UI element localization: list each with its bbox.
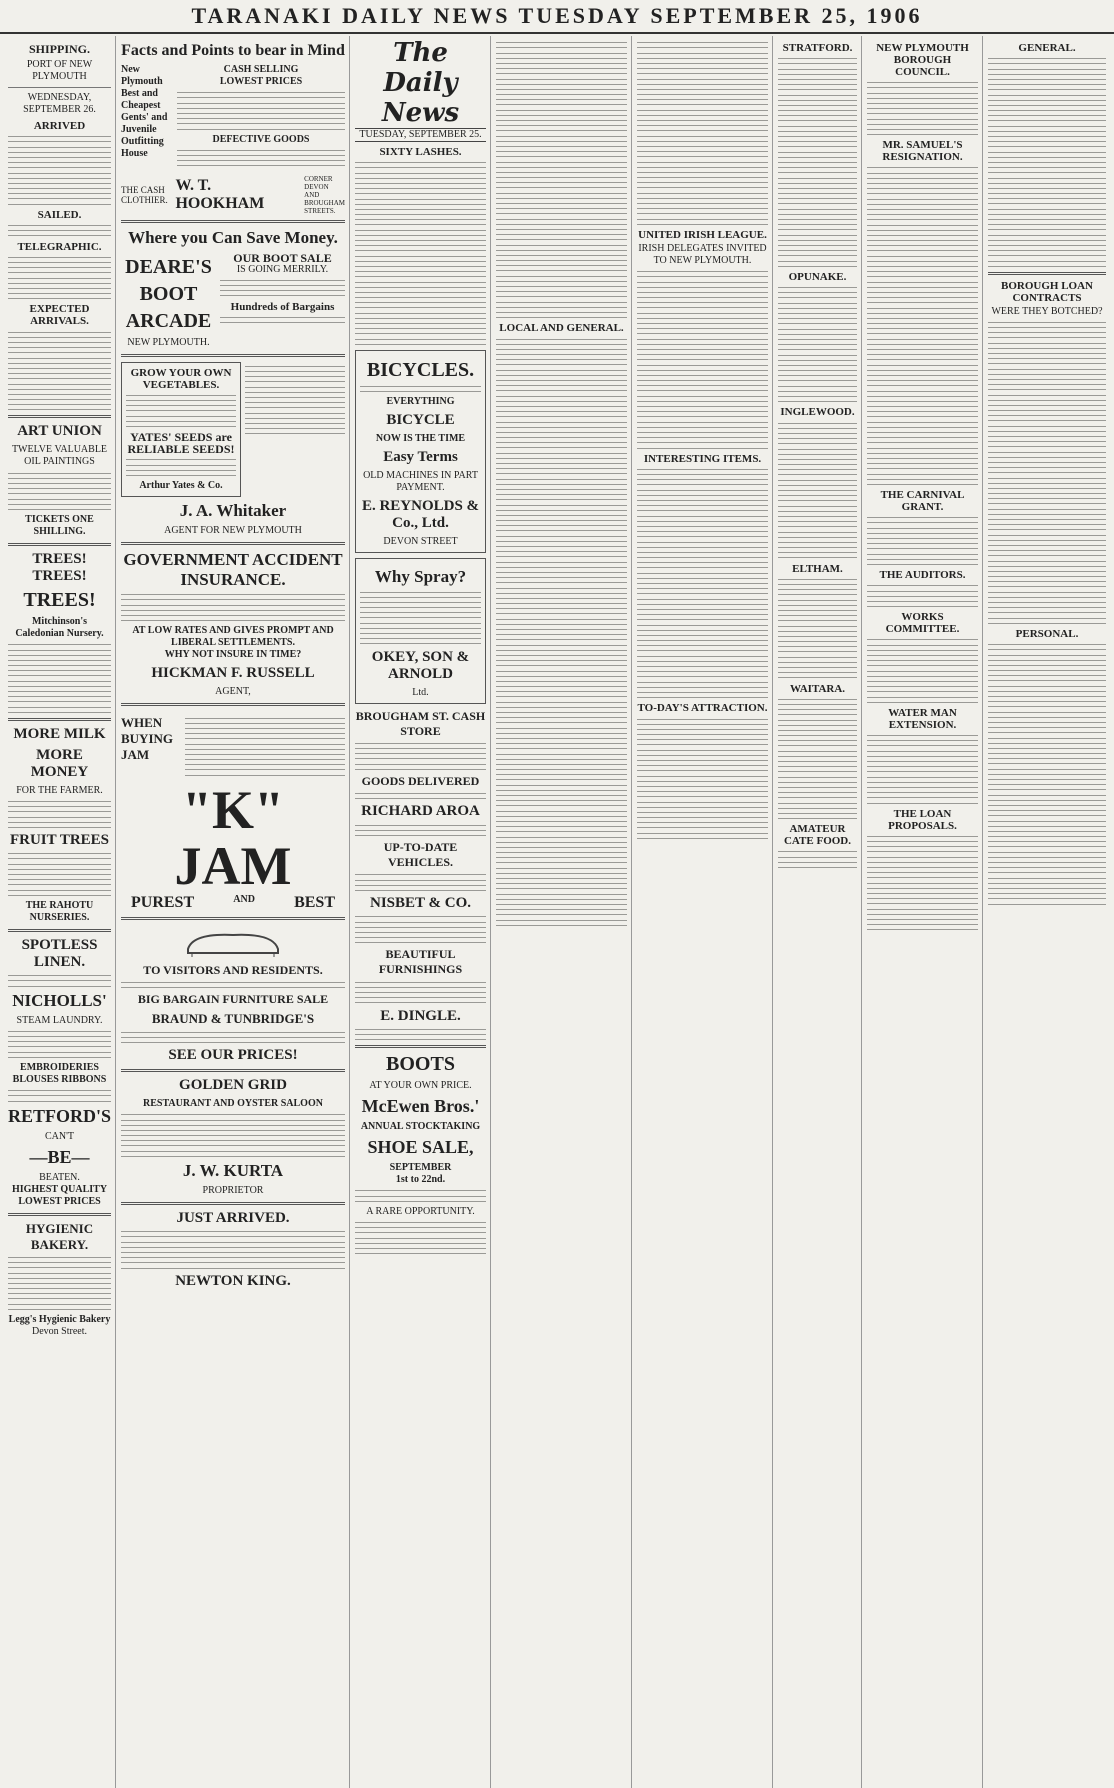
- waitara-text: [778, 699, 857, 819]
- nursery-name: Mitchinson's Caledonian Nursery.: [15, 616, 104, 640]
- local-general-heading: LOCAL AND GENERAL.: [499, 322, 624, 335]
- arrived-ad-text: [121, 1231, 345, 1268]
- trees-big: TREES!: [23, 589, 96, 612]
- best: BEST: [294, 893, 335, 911]
- amateur-cate-food: AMATEUR CATE FOOD.: [783, 823, 852, 848]
- okey-ltd: Ltd.: [412, 686, 429, 698]
- braund-tunbridge: BRAUND & TUNBRIDGE'S: [151, 1011, 315, 1027]
- golden-grid: GOLDEN GRID: [179, 1077, 287, 1094]
- reynolds-name: E. REYNOLDS & Co., Ltd.: [361, 498, 480, 532]
- kurta-name: J. W. KURTA: [182, 1161, 284, 1180]
- opunake: OPUNAKE.: [788, 270, 847, 283]
- arrived-heading: ARRIVED: [33, 120, 86, 132]
- daily-news-title: The Daily News: [381, 38, 460, 128]
- art-union-heading: ART UNION: [17, 423, 102, 440]
- yates-whitaker-row: [121, 362, 345, 497]
- rahotu-nurseries: THE RAHOTU NURSERIES.: [25, 899, 94, 923]
- divider: [8, 415, 111, 418]
- contracts-text: [988, 322, 1106, 624]
- general-heading: GENERAL.: [1018, 42, 1076, 54]
- waterman-text: [867, 735, 978, 803]
- boot-sale-text: [220, 280, 345, 297]
- expected-text: [8, 332, 111, 411]
- up-to-date: UP-TO-DATE VEHICLES.: [383, 840, 458, 870]
- works-committee: WORKS COMMITTEE.: [885, 611, 960, 636]
- waterman-extension: WATER MAN EXTENSION.: [888, 706, 957, 731]
- where-save: Where you Can Save Money.: [128, 227, 338, 247]
- newton-king: NEWTON KING.: [175, 1272, 291, 1289]
- whitaker-name: J. A. Whitaker: [179, 501, 287, 521]
- more-milk: MORE MILK: [13, 725, 106, 742]
- art-union-sub: TWELVE VALUABLE OIL PAINTINGS: [11, 444, 108, 468]
- whitaker-text: [245, 366, 345, 434]
- bakery-text: [8, 1257, 111, 1310]
- auditors-text: [867, 585, 978, 607]
- botched-sub: WERE THEY BOTCHED?: [991, 305, 1103, 317]
- hookham-text: [177, 92, 345, 129]
- column-6: [774, 36, 862, 1788]
- tickets-line: TICKETS ONE SHILLING.: [25, 514, 94, 538]
- trees-heading: TREES! TREES!: [32, 551, 87, 585]
- borough-loan-contracts: BOROUGH LOAN CONTRACTS: [1001, 279, 1093, 304]
- issue-date: TUESDAY, SEPTEMBER 25.: [355, 128, 486, 142]
- port-heading: PORT OF NEW PLYMOUTH: [26, 59, 93, 82]
- opunake-text: [778, 287, 857, 402]
- low-rates: AT LOW RATES AND GIVES PROMPT AND LIBERAL SETTLEMENTS.: [132, 625, 334, 649]
- general-text: [988, 58, 1106, 267]
- samuels-resignation: MR. SAMUEL'S RESIGNATION.: [882, 139, 963, 164]
- spray-ad: [355, 558, 486, 703]
- telegraphic-heading: TELEGRAPHIC.: [17, 240, 102, 253]
- mcewen-text: [355, 1190, 486, 1201]
- vehicles-text: [355, 874, 486, 891]
- see-prices: SEE OUR PRICES!: [168, 1047, 298, 1064]
- carnival-text: [867, 517, 978, 565]
- divider: [8, 929, 111, 932]
- nursery-text: [8, 644, 111, 712]
- purest: PUREST: [131, 893, 195, 911]
- personal-heading: PERSONAL.: [1015, 627, 1079, 640]
- mcewen-name: McEwen Bros.': [361, 1096, 480, 1117]
- devon-street: Devon Street.: [32, 1326, 87, 1337]
- to-visitors: TO VISITORS AND RESIDENTS.: [143, 962, 323, 977]
- brougham-store: BROUGHAM ST. CASH STORE: [355, 708, 486, 738]
- waitara: WAITARA.: [789, 682, 846, 695]
- hookham-name: W. T. HOOKHAM: [175, 176, 265, 212]
- column-1: [4, 36, 116, 1788]
- old-machines: OLD MACHINES IN PART PAYMENT.: [363, 470, 478, 494]
- bicycles-heading: BICYCLES.: [366, 358, 475, 381]
- column-4: [492, 36, 632, 1788]
- reynolds-street: DEVON STREET: [383, 536, 458, 548]
- nicholls-name: NICHOLLS': [12, 990, 107, 1010]
- inglewood: INGLEWOOD.: [780, 406, 855, 419]
- furnishings-text: [355, 982, 486, 1004]
- yates-text-2: [126, 459, 236, 476]
- goods-delivered: GOODS DELIVERED: [361, 773, 480, 788]
- stratford-text: [778, 58, 857, 267]
- nisbet-text: [355, 916, 486, 943]
- aroa-text: [355, 825, 486, 836]
- dingle-name: E. DINGLE.: [380, 1007, 461, 1024]
- retfords-name: RETFORD'S: [8, 1105, 112, 1126]
- editorial-text: [355, 162, 486, 345]
- carnival-grant: THE CARNIVAL GRANT.: [880, 489, 965, 514]
- insurance-text: [121, 594, 345, 621]
- news-text-1: [637, 42, 768, 225]
- dingle-text: [355, 1029, 486, 1040]
- arthur-yates: Arthur Yates & Co.: [139, 480, 223, 492]
- np-borough-council: NEW PLYMOUTH BOROUGH COUNCIL.: [876, 42, 969, 78]
- whitaker-agent: AGENT FOR NEW PLYMOUTH: [164, 525, 302, 537]
- yates-ad: [121, 362, 241, 497]
- rare-opportunity: A RARE OPPORTUNITY.: [366, 1205, 475, 1217]
- big-bargain: BIG BARGAIN FURNITURE SALE: [137, 992, 329, 1007]
- annual-stocktaking: ANNUAL STOCKTAKING: [360, 1121, 481, 1133]
- divider: [8, 543, 111, 546]
- when-buying-jam: WHEN BUYING JAM: [121, 715, 174, 763]
- divider: [121, 542, 345, 545]
- sale-month: SEPTEMBER: [389, 1162, 452, 1174]
- for-farmer: FOR THE FARMER.: [16, 784, 103, 796]
- divider: [8, 87, 111, 88]
- sofa-icon: [178, 927, 288, 957]
- date-line: WEDNESDAY, SEPTEMBER 26.: [23, 92, 96, 115]
- eltham-text: [778, 579, 857, 679]
- council-text: [867, 82, 978, 135]
- why-spray: Why Spray?: [374, 567, 467, 587]
- sailed-text: [8, 225, 111, 236]
- divider: [8, 1213, 111, 1216]
- jam-slogan: [121, 894, 345, 912]
- bicycle-word: BICYCLE: [386, 412, 455, 429]
- grow-own: GROW YOUR OWN VEGETABLES.: [130, 366, 232, 391]
- braund-text: [121, 1032, 345, 1043]
- just-arrived: JUST ARRIVED.: [176, 1210, 290, 1226]
- personal-text: [988, 644, 1106, 904]
- beaten-line: BEATEN.: [39, 1171, 80, 1183]
- hickman-agent: AGENT,: [215, 686, 251, 698]
- more-money: MORE MONEY: [30, 746, 89, 780]
- be-line: —BE—: [29, 1146, 90, 1167]
- shipping-heading: SHIPPING.: [28, 42, 90, 56]
- deares-ad: [121, 252, 345, 349]
- hygienic-bakery: HYGIENIC BAKERY.: [25, 1220, 94, 1252]
- gov-accident: GOVERNMENT ACCIDENT INSURANCE.: [123, 550, 343, 590]
- defective-goods: DEFECTIVE GOODS: [212, 133, 310, 145]
- jam-text: [185, 713, 345, 779]
- art-union-text: [8, 473, 111, 510]
- deares-location: NEW PLYMOUTH.: [127, 336, 210, 348]
- embroideries: EMBROIDERIES BLOUSES RIBBONS: [12, 1062, 107, 1085]
- nisbet-name: NISBET & CO.: [369, 895, 471, 912]
- auditors: THE AUDITORS.: [879, 569, 966, 582]
- divider: [121, 220, 345, 223]
- sixty-lashes: SIXTY LASHES.: [379, 146, 462, 158]
- k-jam-ad: [121, 711, 345, 781]
- cant-line: CAN'T: [44, 1130, 75, 1142]
- boot-sale: OUR BOOT SALE: [233, 250, 332, 265]
- cash-selling: CASH SELLING: [223, 64, 299, 75]
- bicycles-text: [360, 386, 481, 392]
- visitors-text: [121, 982, 345, 988]
- going-merrily: IS GOING MERRILY.: [236, 263, 329, 275]
- divider: [121, 1069, 345, 1072]
- works-text: [867, 639, 978, 702]
- irish-text: [637, 271, 768, 448]
- beautiful-furnishings: BEAUTIFUL FURNISHINGS: [378, 947, 463, 977]
- column-5: [633, 36, 773, 1788]
- facts-heading: Facts and Points to bear in Mind: [121, 42, 345, 59]
- yates-seeds: YATES' SEEDS are RELIABLE SEEDS!: [127, 430, 235, 457]
- loan-proposals: THE LOAN PROPOSALS.: [888, 807, 957, 832]
- now-is-time: NOW IS THE TIME: [375, 433, 466, 445]
- divider: [121, 1202, 345, 1205]
- divider: [8, 718, 111, 721]
- united-irish: UNITED IRISH LEAGUE.: [638, 228, 767, 241]
- restaurant-text: [121, 1114, 345, 1157]
- highest-quality: HIGHEST QUALITY LOWEST PRICES: [11, 1183, 108, 1207]
- linen-text: [8, 975, 111, 986]
- whitaker-ad: [245, 362, 345, 497]
- opportunity-text: [355, 1222, 486, 1254]
- richard-aroa: RICHARD AROA: [361, 803, 480, 820]
- sailed-heading: SAILED.: [37, 208, 82, 221]
- loan-text: [867, 836, 978, 930]
- arcade-word: ARCADE: [125, 309, 212, 332]
- divider: [988, 272, 1106, 275]
- and: AND: [233, 893, 255, 905]
- shoe-sale: SHOE SALE,: [367, 1137, 474, 1158]
- at-own-price: AT YOUR OWN PRICE.: [369, 1080, 472, 1092]
- inglewood-text: [778, 423, 857, 559]
- np-best: New Plymouth Best and Cheapest Gents' and Juvenile Outfitting House: [121, 64, 168, 159]
- k-jam-logo: "K" JAM: [174, 779, 292, 896]
- bargains-text: [220, 317, 345, 323]
- hickman-name: HICKMAN F. RUSSELL: [151, 665, 315, 682]
- boot-word: BOOT: [139, 282, 198, 305]
- hookham-ad: [121, 64, 345, 171]
- columns: [4, 36, 1110, 1788]
- resignation-text: [867, 167, 978, 484]
- expected-heading: EXPECTED ARRIVALS.: [29, 303, 90, 328]
- column-3: [351, 36, 491, 1788]
- delivered-text: [355, 793, 486, 799]
- divider: [121, 703, 345, 706]
- divider: [121, 354, 345, 357]
- interesting-text: [637, 469, 768, 698]
- cash-clothier: THE CASH CLOTHIER.: [121, 184, 168, 205]
- boots-heading: BOOTS: [386, 1053, 455, 1076]
- divider: [121, 917, 345, 920]
- lowest-prices: LOWEST PRICES: [219, 76, 303, 87]
- everything: EVERYTHING: [386, 396, 455, 408]
- sale-dates: 1st to 22nd.: [395, 1174, 446, 1186]
- why-not-insure: WHY NOT INSURE IN TIME?: [164, 649, 302, 661]
- deares-name: DEARE'S: [125, 255, 212, 278]
- farmer-text: [8, 801, 111, 828]
- sofa-illustration: [121, 925, 345, 959]
- yates-text: [126, 395, 236, 427]
- kurta-proprietor: PROPRIETOR: [202, 1185, 264, 1196]
- divider: [355, 1045, 486, 1048]
- editorial-continued: [496, 42, 627, 318]
- okey-name: OKEY, SON & ARNOLD: [371, 648, 470, 682]
- interesting-items: INTERESTING ITEMS.: [643, 452, 762, 465]
- bicycles-ad: [355, 350, 486, 554]
- arrived-text: [8, 136, 111, 204]
- nicholls-sub: STEAM LAUNDRY.: [16, 1014, 103, 1026]
- eltham: ELTHAM.: [792, 562, 843, 575]
- legg-bakery: Legg's Hygienic Bakery: [8, 1314, 111, 1325]
- hookham-footer: [121, 175, 345, 215]
- irish-delegates: IRISH DELEGATES INVITED TO NEW PLYMOUTH.: [638, 242, 767, 266]
- embroideries-text: [8, 1090, 111, 1101]
- column-2: [117, 36, 350, 1788]
- masthead: TARANAKI DAILY NEWS TUESDAY SEPTEMBER 25, 1906: [0, 0, 1114, 34]
- stratford: STRATFORD.: [782, 42, 853, 54]
- column-8: [984, 36, 1110, 1788]
- easy-terms: Easy Terms: [383, 449, 458, 466]
- fruit-text: [8, 853, 111, 896]
- telegraphic-text: [8, 257, 111, 300]
- hookham-address: CORNER DEVON AND BROUGHAM STREETS.: [304, 174, 345, 215]
- fruit-trees: FRUIT TREES: [9, 832, 110, 849]
- laundry-text: [8, 1031, 111, 1058]
- todays-attraction: TO-DAY'S ATTRACTION.: [637, 702, 768, 715]
- spotless-linen: SPOTLESS LINEN.: [21, 936, 98, 970]
- local-general-text: [496, 339, 627, 926]
- attraction-text: [637, 719, 768, 839]
- column-7: [863, 36, 983, 1788]
- restaurant: RESTAURANT AND OYSTER SALOON: [143, 1098, 323, 1110]
- defective-text: [177, 150, 345, 167]
- hundreds-bargains: Hundreds of Bargains: [230, 300, 335, 313]
- amateur-text: [778, 851, 857, 868]
- spray-text: [360, 592, 481, 645]
- brougham-text: [355, 743, 486, 770]
